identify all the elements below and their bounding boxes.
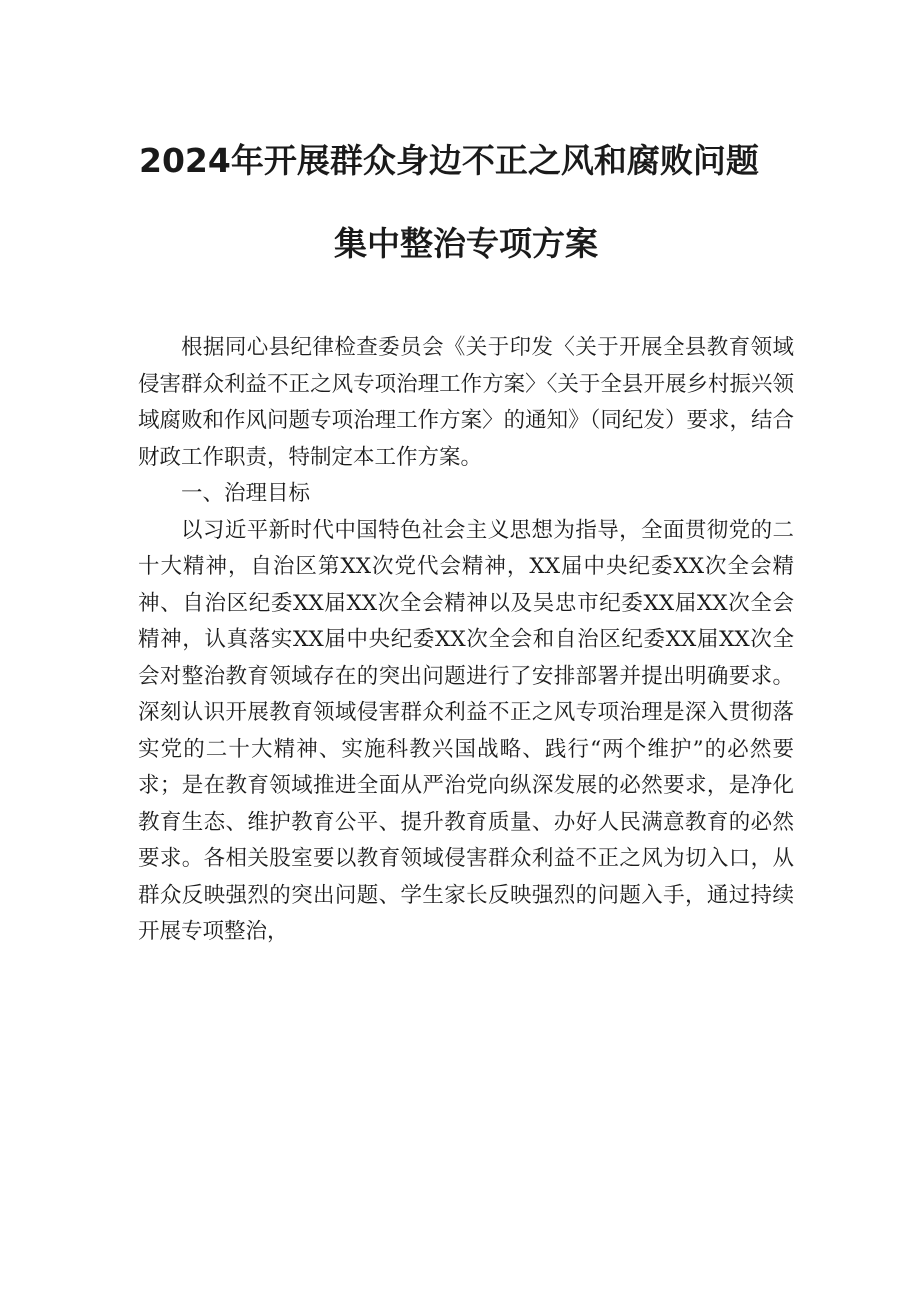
section-paragraph-1: 以习近平新时代中国特色社会主义思想为指导，全面贯彻党的二十大精神，自治区第XX次党代会精神，XX届中央纪委XX次全会精神、自治区纪委XX届XX次全会精神以及吴忠市纪委XX届XX次全会精神，认真落实XX届中央纪委XX次全会和自治区纪委XX届XX次全会对整治教育领域存在的突出问题进行了安排部署并提出明确要求。深刻认识开展教育领域侵害群众利益不正之风专项治理是深入贯彻落实党的二十大精神、实施科教兴国战略、践行“两个维护”的必然要求；是在教育领域推进全面从严治党向纵深发展的必然要求，是净化教育生态、维护教育公平、提升教育质量、办好人民满意教育的必然要求。各相关股室要以教育领域侵害群众利益不正之风为切入口，从群众反映强烈的突出问题、学生家长反映强烈的问题入手，通过持续开展专项整治， <box>138 517 794 944</box>
section-heading-1: 一、治理目标 <box>181 481 311 506</box>
document-title-line-2: 集中整治专项方案 <box>334 224 598 263</box>
document-body <box>138 330 794 951</box>
intro-paragraph: 根据同心县纪律检查委员会《关于印发〈关于开展全县教育领域侵害群众利益不正之风专项治理工作方案〉〈关于全县开展乡村振兴领域腐败和作风问题专项治理工作方案〉的通知》（同纪发）要求，结合财政工作职责，特制定本工作方案。 <box>138 335 794 470</box>
document-title-line-1: 2024年开展群众身边不正之风和腐败问题 <box>139 141 759 180</box>
